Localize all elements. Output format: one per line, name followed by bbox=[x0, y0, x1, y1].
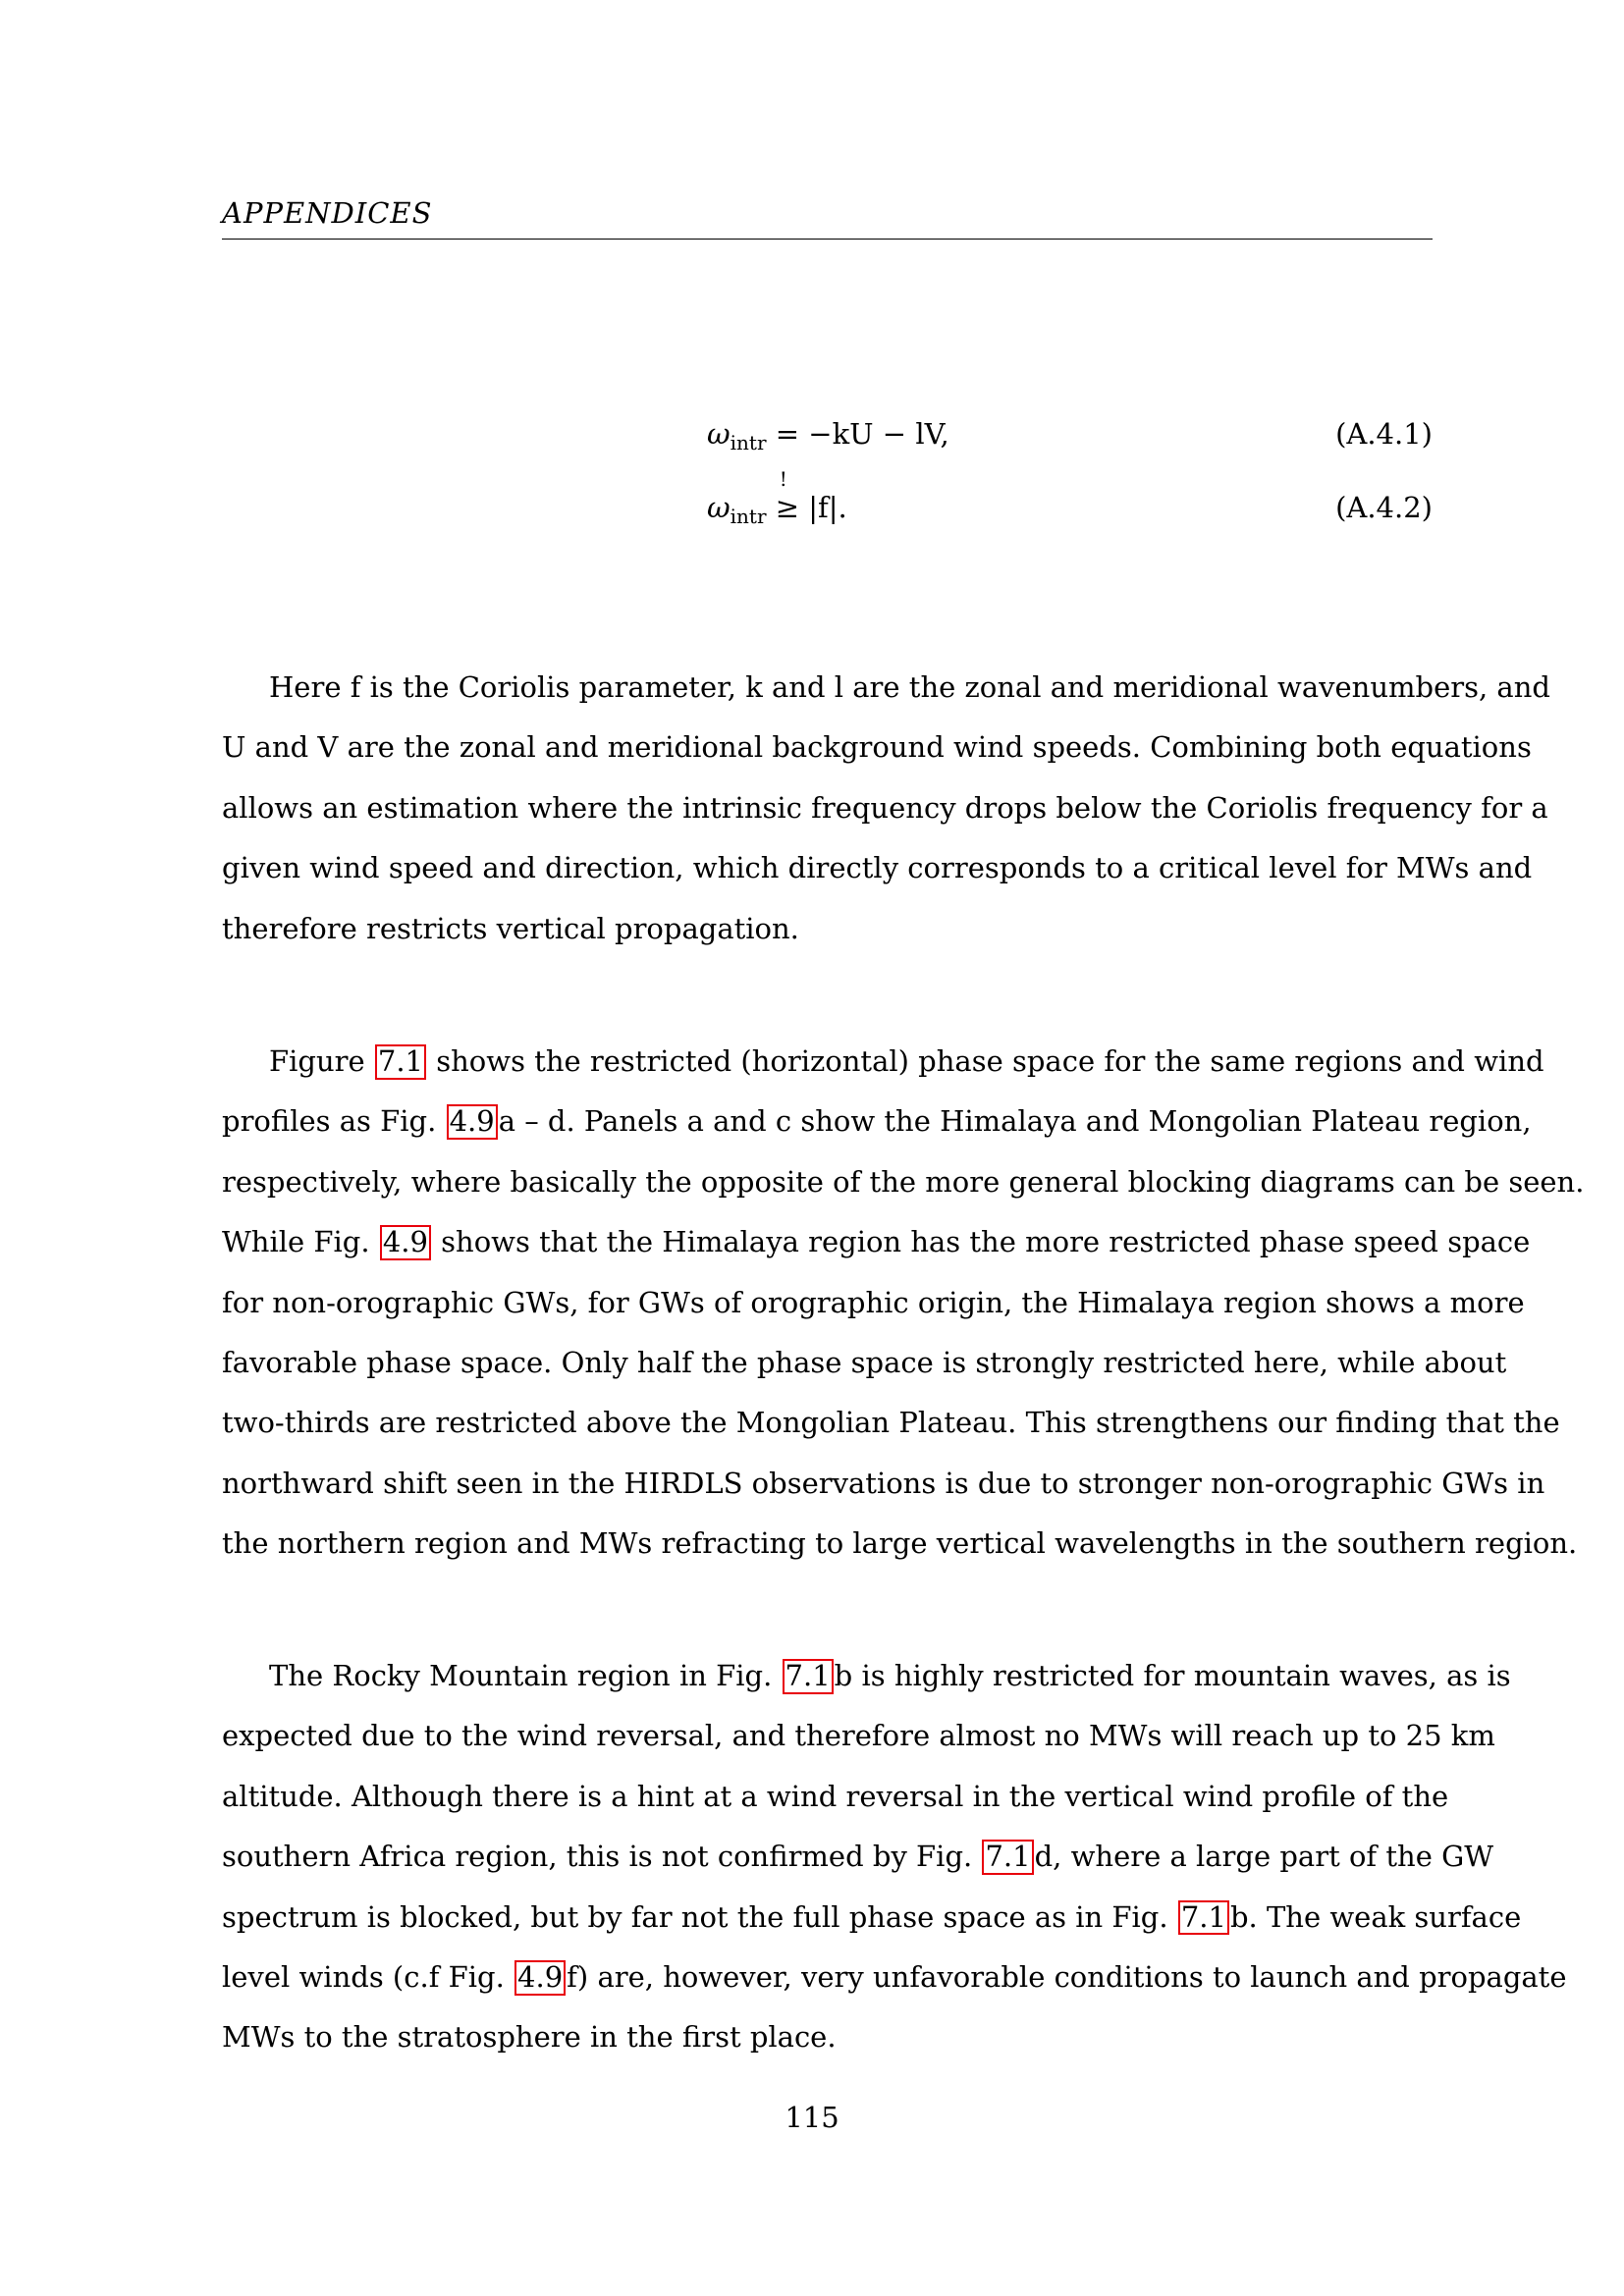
paragraph-phase-space bbox=[222, 1032, 1585, 1575]
equation-rhs: −kU − lV, bbox=[808, 417, 949, 451]
text-line bbox=[222, 1767, 1449, 1827]
equation-subscript: intr bbox=[730, 431, 767, 454]
text-run: spectrum is blocked, but by far not the full phase space as in Fig. bbox=[222, 1899, 1177, 1934]
text-run: While Fig. bbox=[222, 1225, 379, 1259]
page-number: 115 bbox=[785, 2101, 839, 2134]
text-run: therefore restricts vertical propagation. bbox=[222, 911, 799, 945]
text-run: allows an estimation where the intrinsic frequency drops below the Coriolis frequency for a bbox=[222, 790, 1548, 825]
text-run: altitude. Although there is a hint at a wind reversal in the vertical wind profile of the bbox=[222, 1779, 1449, 1813]
text-run: for non-orographic GWs, for GWs of orographic origin, the Himalaya region shows a more bbox=[222, 1285, 1525, 1319]
figure-reference-link[interactable]: 7.1 bbox=[375, 1044, 426, 1080]
text-line bbox=[222, 1514, 1578, 1574]
text-line bbox=[222, 1152, 1585, 1212]
text-line bbox=[222, 1393, 1560, 1453]
paragraph-coriolis bbox=[222, 658, 1550, 959]
equation-number: (A.4.1) bbox=[1335, 417, 1433, 451]
text-run: f) are, however, very unfavorable conditions to launch and propagate bbox=[567, 1959, 1567, 1994]
text-line bbox=[222, 2007, 1433, 2067]
text-line bbox=[222, 1454, 1545, 1514]
equation-symbol: ω bbox=[707, 417, 731, 451]
paragraph-rocky-mountain bbox=[222, 1646, 1567, 2068]
text-run: b is highly restricted for mountain waves, as is bbox=[834, 1659, 1511, 1692]
text-line bbox=[222, 1706, 1495, 1766]
text-run: b. The weak surface bbox=[1229, 1899, 1522, 1934]
text-run: expected due to the wind reversal, and therefore almost no MWs will reach up to 25 km bbox=[222, 1719, 1495, 1753]
figure-reference-link[interactable]: 7.1 bbox=[783, 1659, 834, 1694]
equation-relation-wrap bbox=[775, 467, 800, 524]
text-run: northward shift seen in the HIRDLS observations is due to stronger non-orographic GWs in bbox=[222, 1466, 1545, 1500]
text-line bbox=[222, 718, 1532, 777]
text-run: The Rocky Mountain region in Fig. bbox=[269, 1659, 782, 1692]
text-line bbox=[222, 1212, 1531, 1272]
text-run: favorable phase space. Only half the phase space is strongly restricted here, while about bbox=[222, 1345, 1507, 1379]
equation-a-4-1 bbox=[707, 417, 1433, 454]
equation-number: (A.4.2) bbox=[1335, 491, 1433, 524]
text-line bbox=[222, 658, 1550, 718]
figure-reference-link[interactable]: 4.9 bbox=[380, 1225, 431, 1260]
text-run: the northern region and MWs refracting to large vertical wavelengths in the southern region. bbox=[222, 1526, 1578, 1561]
equation-rhs: |f|. bbox=[808, 491, 847, 524]
text-run: shows the restricted (horizontal) phase space for the same regions and wind bbox=[427, 1044, 1544, 1078]
text-run: Figure bbox=[269, 1044, 374, 1078]
text-run: MWs to the stratosphere in the first place. bbox=[222, 2020, 837, 2055]
text-run: two-thirds are restricted above the Mongolian Plateau. This strengthens our finding that the bbox=[222, 1406, 1560, 1440]
text-line bbox=[222, 1032, 1544, 1092]
text-line bbox=[222, 1888, 1522, 1948]
text-run: shows that the Himalaya region has the more restricted phase speed space bbox=[431, 1225, 1531, 1259]
text-line bbox=[222, 1827, 1494, 1887]
text-run: Here f is the Coriolis parameter, k and l are the zonal and meridional wavenumbers, and bbox=[269, 670, 1550, 704]
text-run: southern Africa region, this is not confirmed by Fig. bbox=[222, 1840, 982, 1874]
equation-relation: = bbox=[775, 417, 800, 451]
header-rule bbox=[222, 239, 1433, 240]
text-line bbox=[222, 778, 1548, 838]
text-line bbox=[222, 899, 1433, 959]
text-run: a – d. Panels a and c show the Himalaya and Mongolian Plateau region, bbox=[498, 1104, 1532, 1139]
text-line bbox=[222, 838, 1533, 898]
figure-reference-link[interactable]: 7.1 bbox=[1178, 1900, 1229, 1936]
text-run: given wind speed and direction, which directly corresponds to a critical level for MWs and bbox=[222, 851, 1533, 885]
text-line bbox=[222, 1273, 1525, 1333]
text-line bbox=[222, 1333, 1507, 1393]
equation-a-4-2 bbox=[707, 467, 1433, 528]
running-header: APPENDICES bbox=[222, 196, 433, 230]
figure-reference-link[interactable]: 4.9 bbox=[447, 1104, 498, 1140]
equation-relation: ≥ bbox=[775, 491, 800, 524]
figure-reference-link[interactable]: 7.1 bbox=[982, 1840, 1033, 1875]
text-run: profiles as Fig. bbox=[222, 1104, 446, 1139]
text-run: d, where a large part of the GW bbox=[1034, 1840, 1494, 1874]
equation-condition-mark: ! bbox=[779, 467, 787, 491]
equation-subscript: intr bbox=[730, 505, 767, 528]
text-run: respectively, where basically the opposite of the more general blocking diagrams can be seen. bbox=[222, 1164, 1585, 1199]
text-run: level winds (c.f Fig. bbox=[222, 1959, 514, 1994]
text-run: U and V are the zonal and meridional background wind speeds. Combining both equations bbox=[222, 730, 1532, 765]
text-line bbox=[222, 1092, 1532, 1151]
figure-reference-link[interactable]: 4.9 bbox=[514, 1960, 566, 1996]
text-line bbox=[222, 1948, 1567, 2007]
equation-symbol: ω bbox=[707, 491, 731, 524]
text-line bbox=[222, 1646, 1511, 1706]
